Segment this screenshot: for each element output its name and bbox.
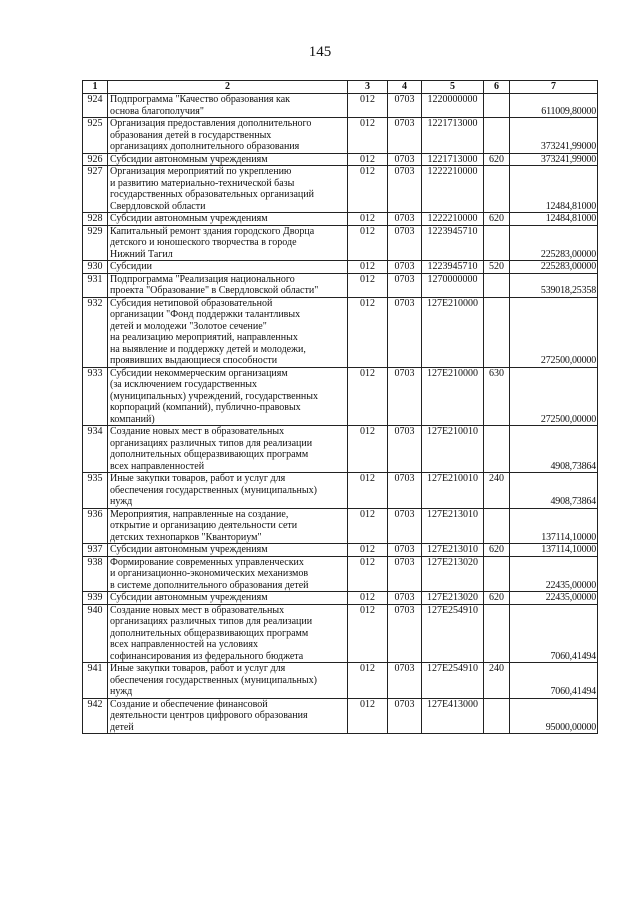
section-code-cell: 0703 [388, 592, 422, 605]
table-row [83, 663, 598, 699]
table-header-row [83, 81, 598, 94]
item-name-line: корпораций (компаний), публично-правовых [110, 402, 301, 413]
amount-cell: 539018,25358 [510, 273, 598, 297]
item-name-cell [108, 698, 348, 734]
amount-cell: 137114,10000 [510, 508, 598, 544]
item-name-cell [108, 273, 348, 297]
row-number-cell: 924 [83, 94, 108, 118]
table-row [83, 544, 598, 557]
table-row [83, 508, 598, 544]
table-row [83, 556, 598, 592]
target-article-cell: 127E213020 [422, 556, 484, 592]
row-number-cell: 936 [83, 508, 108, 544]
row-number-cell: 938 [83, 556, 108, 592]
admin-code-cell: 012 [348, 544, 388, 557]
amount-cell: 373241,99000 [510, 118, 598, 154]
item-name-cell [108, 592, 348, 605]
expense-type-cell: 520 [484, 261, 510, 274]
admin-code-cell: 012 [348, 426, 388, 473]
target-article-cell: 127E210000 [422, 297, 484, 367]
section-code-cell: 0703 [388, 153, 422, 166]
column-header: 7 [510, 81, 598, 94]
row-number-cell: 932 [83, 297, 108, 367]
admin-code-cell: 012 [348, 663, 388, 699]
item-name-line: Субсидии некоммерческим организациям [110, 367, 288, 379]
item-name-line: дополнительных общеразвивающих программ [110, 449, 309, 460]
row-number-cell: 937 [83, 544, 108, 557]
amount-cell: 7060,41494 [510, 663, 598, 699]
item-name-cell [108, 153, 348, 166]
item-name-line: организациях различных типов для реализации [110, 437, 313, 449]
item-name-line: дополнительных общеразвивающих программ [110, 627, 309, 639]
amount-cell: 373241,99000 [510, 153, 598, 166]
expense-type-cell: 240 [484, 473, 510, 509]
admin-code-cell: 012 [348, 213, 388, 226]
section-code-cell: 0703 [388, 273, 422, 297]
admin-code-cell: 012 [348, 94, 388, 118]
target-article-cell: 127E213010 [422, 544, 484, 557]
item-name-line: детей [110, 721, 134, 733]
table-row [83, 592, 598, 605]
admin-code-cell: 012 [348, 261, 388, 274]
column-header: 5 [422, 81, 484, 94]
item-name-line: детских технопарков "Кванториум" [110, 531, 262, 543]
item-name-line: компаний) [110, 413, 155, 425]
expense-type-cell [484, 604, 510, 663]
expense-type-cell: 630 [484, 367, 510, 426]
item-name-line: (муниципальных) учреждений, государственных [110, 390, 318, 402]
row-number-cell: 927 [83, 166, 108, 213]
row-number-cell: 939 [83, 592, 108, 605]
item-name-cell [108, 297, 348, 367]
item-name-line: (за исключением государственных [110, 379, 258, 390]
admin-code-cell: 012 [348, 297, 388, 367]
section-code-cell: 0703 [388, 698, 422, 734]
section-code-cell: 0703 [388, 297, 422, 367]
item-name-line: на реализацию мероприятий, направленных [110, 332, 298, 343]
amount-cell: 611009,80000 [510, 94, 598, 118]
section-code-cell: 0703 [388, 473, 422, 509]
column-header: 4 [388, 81, 422, 94]
expense-type-cell [484, 426, 510, 473]
item-name-line: основа благополучия" [110, 105, 204, 117]
item-name-line: всех направленностей на условиях [110, 639, 258, 650]
amount-cell: 137114,10000 [510, 544, 598, 557]
item-name-line: и организационно-экономических механизмов [110, 568, 309, 579]
item-name-line: Субсидии автономным учреждениям [110, 153, 268, 165]
item-name-line: Субсидии автономным учреждениям [110, 213, 268, 224]
item-name-line: обеспечения государственных (муниципальных) [110, 674, 317, 686]
item-name-line: Создание новых мест в образовательных [110, 604, 285, 616]
section-code-cell: 0703 [388, 166, 422, 213]
expense-type-cell [484, 698, 510, 734]
amount-cell: 95000,00000 [510, 698, 598, 734]
item-name-line: и развитию материально-технической базы [110, 177, 295, 189]
amount-cell: 12484,81000 [510, 166, 598, 213]
section-code-cell: 0703 [388, 426, 422, 473]
section-code-cell: 0703 [388, 556, 422, 592]
admin-code-cell: 012 [348, 473, 388, 509]
row-number-cell: 933 [83, 367, 108, 426]
section-code-cell: 0703 [388, 118, 422, 154]
row-number-cell: 925 [83, 118, 108, 154]
table-row [83, 213, 598, 226]
item-name-line: в системе дополнительного образования детей [110, 579, 309, 591]
section-code-cell: 0703 [388, 663, 422, 699]
target-article-cell: 1221713000 [422, 153, 484, 166]
amount-cell: 272500,00000 [510, 367, 598, 426]
item-name-line: открытие и организацию деятельности сети [110, 520, 298, 531]
admin-code-cell: 012 [348, 225, 388, 261]
row-number-cell: 931 [83, 273, 108, 297]
admin-code-cell: 012 [348, 698, 388, 734]
admin-code-cell: 012 [348, 508, 388, 544]
target-article-cell: 1222210000 [422, 166, 484, 213]
item-name-line: проявивших выдающиеся способности [110, 355, 278, 366]
item-name-cell [108, 367, 348, 426]
amount-cell: 22435,00000 [510, 592, 598, 605]
item-name-line: Иные закупки товаров, работ и услуг для [110, 473, 286, 484]
target-article-cell: 1270000000 [422, 273, 484, 297]
budget-table [82, 80, 598, 734]
target-article-cell: 127E213010 [422, 508, 484, 544]
admin-code-cell: 012 [348, 153, 388, 166]
target-article-cell: 127E254910 [422, 663, 484, 699]
expense-type-cell: 620 [484, 544, 510, 557]
expense-type-cell: 240 [484, 663, 510, 699]
amount-cell: 12484,81000 [510, 213, 598, 226]
item-name-line: софинансирования из федерального бюджета [110, 650, 304, 662]
section-code-cell: 0703 [388, 544, 422, 557]
amount-cell: 7060,41494 [510, 604, 598, 663]
item-name-cell [108, 118, 348, 154]
row-number-cell: 940 [83, 604, 108, 663]
item-name-line: Создание новых мест в образовательных [110, 426, 285, 437]
table-row [83, 261, 598, 274]
item-name-line: Субсидии автономным учреждениям [110, 544, 268, 555]
target-article-cell: 127E213020 [422, 592, 484, 605]
column-header: 6 [484, 81, 510, 94]
item-name-cell [108, 663, 348, 699]
target-article-cell: 127E210010 [422, 473, 484, 509]
section-code-cell: 0703 [388, 604, 422, 663]
item-name-line: Организация мероприятий по укреплению [110, 166, 292, 177]
expense-type-cell: 620 [484, 213, 510, 226]
row-number-cell: 926 [83, 153, 108, 166]
item-name-line: Подпрограмма "Реализация национального [110, 273, 295, 285]
table-row [83, 604, 598, 663]
item-name-cell [108, 225, 348, 261]
target-article-cell: 1222210000 [422, 213, 484, 226]
item-name-line: Свердловской области [110, 200, 206, 212]
expense-type-cell [484, 118, 510, 154]
item-name-cell [108, 94, 348, 118]
column-header: 3 [348, 81, 388, 94]
table-row [83, 94, 598, 118]
item-name-line: детского и юношеского творчества в городе [110, 237, 297, 248]
section-code-cell: 0703 [388, 508, 422, 544]
table-row [83, 153, 598, 166]
table-row [83, 297, 598, 367]
expense-type-cell [484, 508, 510, 544]
item-name-line: всех направленностей [110, 460, 205, 472]
admin-code-cell: 012 [348, 604, 388, 663]
item-name-line: нужд [110, 686, 133, 697]
item-name-line: Организация предоставления дополнительного [110, 118, 312, 129]
expense-type-cell [484, 273, 510, 297]
column-header: 2 [108, 81, 348, 94]
item-name-line: образования детей в государственных [110, 129, 272, 141]
table-row [83, 426, 598, 473]
item-name-line: Нижний Тагил [110, 248, 173, 260]
table-row [83, 473, 598, 509]
item-name-line: Субсидии [110, 261, 152, 272]
item-name-cell [108, 166, 348, 213]
item-name-line: Формирование современных управленческих [110, 556, 304, 568]
table-row [83, 367, 598, 426]
item-name-line: Субсидия нетиповой образовательной [110, 297, 273, 309]
item-name-line: Капитальный ремонт здания городского Дворца [110, 225, 315, 237]
table-body [83, 94, 598, 734]
expense-type-cell [484, 556, 510, 592]
target-article-cell: 127E413000 [422, 698, 484, 734]
target-article-cell: 127E210000 [422, 367, 484, 426]
row-number-cell: 935 [83, 473, 108, 509]
row-number-cell: 929 [83, 225, 108, 261]
item-name-line: проекта "Образование" в Свердловской области" [110, 285, 319, 296]
item-name-cell [108, 556, 348, 592]
item-name-cell [108, 544, 348, 557]
target-article-cell: 1223945710 [422, 261, 484, 274]
row-number-cell: 928 [83, 213, 108, 226]
table-row [83, 166, 598, 213]
item-name-line: организациях дополнительного образования [110, 141, 300, 152]
expense-type-cell [484, 297, 510, 367]
item-name-line: организации "Фонд поддержки талантливых [110, 309, 301, 320]
section-code-cell: 0703 [388, 225, 422, 261]
expense-type-cell: 620 [484, 153, 510, 166]
item-name-cell [108, 473, 348, 509]
item-name-line: Мероприятия, направленные на создание, [110, 508, 289, 520]
item-name-line: Подпрограмма "Качество образования как [110, 94, 291, 105]
target-article-cell: 1223945710 [422, 225, 484, 261]
expense-type-cell [484, 94, 510, 118]
admin-code-cell: 012 [348, 273, 388, 297]
item-name-cell [108, 604, 348, 663]
amount-cell: 4908,73864 [510, 473, 598, 509]
column-header: 1 [83, 81, 108, 94]
expense-type-cell: 620 [484, 592, 510, 605]
page-number: 145 [308, 44, 332, 60]
amount-cell: 4908,73864 [510, 426, 598, 473]
section-code-cell: 0703 [388, 94, 422, 118]
item-name-line: организациях различных типов для реализации [110, 616, 313, 627]
target-article-cell: 1221713000 [422, 118, 484, 154]
admin-code-cell: 012 [348, 166, 388, 213]
item-name-cell [108, 261, 348, 274]
item-name-line: Субсидии автономным учреждениям [110, 592, 268, 603]
item-name-cell [108, 508, 348, 544]
expense-type-cell [484, 166, 510, 213]
section-code-cell: 0703 [388, 261, 422, 274]
table-row [83, 225, 598, 261]
item-name-line: детей и молодежи "Золотое сечение" [110, 320, 267, 332]
amount-cell: 225283,00000 [510, 261, 598, 274]
target-article-cell: 127E254910 [422, 604, 484, 663]
row-number-cell: 934 [83, 426, 108, 473]
item-name-line: обеспечения государственных (муниципальных) [110, 484, 317, 496]
table-row [83, 698, 598, 734]
item-name-cell [108, 426, 348, 473]
item-name-line: Иные закупки товаров, работ и услуг для [110, 663, 286, 674]
admin-code-cell: 012 [348, 367, 388, 426]
item-name-line: Создание и обеспечение финансовой [110, 698, 268, 710]
item-name-line: на выявление и поддержку детей и молодежи, [110, 343, 306, 355]
amount-cell: 22435,00000 [510, 556, 598, 592]
section-code-cell: 0703 [388, 213, 422, 226]
admin-code-cell: 012 [348, 556, 388, 592]
admin-code-cell: 012 [348, 118, 388, 154]
target-article-cell: 1220000000 [422, 94, 484, 118]
item-name-line: государственных образовательных организаций [110, 189, 314, 200]
target-article-cell: 127E210010 [422, 426, 484, 473]
row-number-cell: 941 [83, 663, 108, 699]
table-row [83, 273, 598, 297]
expense-type-cell [484, 225, 510, 261]
item-name-line: нужд [110, 496, 133, 507]
table-row [83, 118, 598, 154]
item-name-line: деятельности центров цифрового образования [110, 710, 308, 721]
amount-cell: 225283,00000 [510, 225, 598, 261]
item-name-cell [108, 213, 348, 226]
admin-code-cell: 012 [348, 592, 388, 605]
section-code-cell: 0703 [388, 367, 422, 426]
row-number-cell: 942 [83, 698, 108, 734]
amount-cell: 272500,00000 [510, 297, 598, 367]
row-number-cell: 930 [83, 261, 108, 274]
